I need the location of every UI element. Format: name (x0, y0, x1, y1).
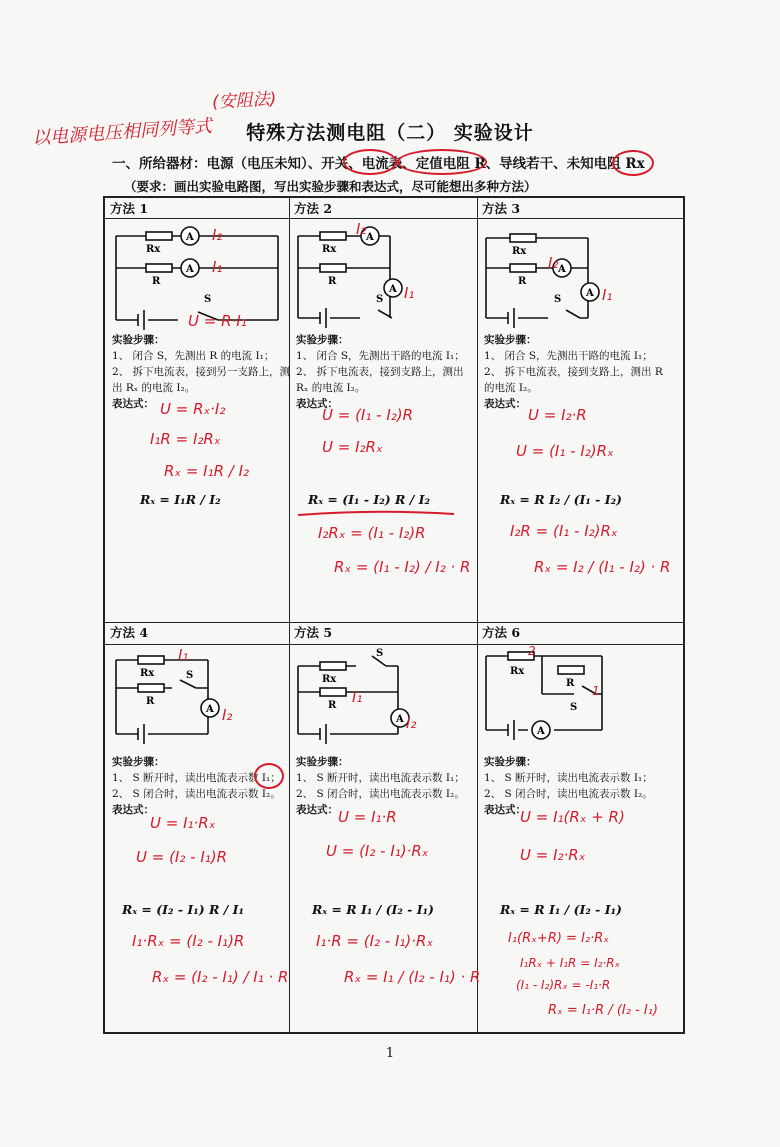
method-2-r-label: R (328, 276, 337, 287)
method-3-switch-label: S (554, 294, 562, 305)
method-3-hand-eq: U = (I₁ - I₂)Rₓ (516, 442, 614, 460)
circle-mark-resistor (397, 149, 487, 175)
page-number: 1 (385, 1046, 395, 1061)
step-item: 2、 S 闭合时，读出电流表示数 I₂。 (484, 788, 653, 800)
step-item: 2、 拆下电流表，接到支路上，测出 R 的电流 I₂。 (484, 366, 663, 394)
steps-heading: 实验步骤： (112, 756, 165, 768)
step-item: 2、 S 闭合时，读出电流表示数 I₂。 (296, 788, 465, 800)
method-5-circuit-diagram (290, 644, 470, 744)
steps-heading: 实验步骤： (296, 756, 349, 768)
method-6-label: 方法 6 (482, 625, 521, 640)
method-5-ammeter-icon: A (396, 714, 404, 725)
method-6-hand-eq: U = I₂·Rₓ (520, 846, 586, 864)
method-4-note-i2: I₂ (222, 706, 233, 724)
method-3-ammeter-icon: A (586, 288, 594, 299)
method-3-formula: Rₓ = R I₂ / (I₁ - I₂) (500, 492, 622, 507)
method-1-note-i1: I₁ (212, 258, 223, 276)
method-2-ammeter-icon: A (366, 232, 374, 243)
method-5-hand-eq: U = (I₂ - I₁)·Rₓ (326, 842, 429, 860)
method-6-hand-eq: U = I₁(Rₓ + R) (520, 808, 625, 826)
step-item: 1、 S 断开时，读出电流表示数 I₁； (296, 772, 465, 784)
method-5-rx-label: Rx (322, 674, 337, 685)
expr-label: 表达式： (484, 398, 526, 410)
method-3-note-i1: I₁ (602, 286, 613, 304)
method-1-switch-label: S (204, 294, 212, 305)
method-6-formula: Rₓ = R I₁ / (I₂ - I₁) (500, 902, 622, 917)
method-2-hand-eq: Rₓ = (I₁ - I₂) / I₂ · R (334, 558, 471, 576)
method-1-hand-eq: U = Rₓ·I₂ (160, 400, 226, 418)
method-6-ammeter-icon: A (537, 726, 545, 737)
method-2-hand-eq: U = (I₁ - I₂)R (322, 406, 414, 424)
method-4-switch-label: S (186, 670, 194, 681)
method-4-circle-mark (254, 763, 284, 789)
method-6-circuit-diagram (478, 642, 668, 752)
method-6-hand-eq: Rₓ = I₁·R / (I₂ - I₁) (548, 1003, 659, 1018)
method-4-r-label: R (146, 696, 155, 707)
method-1-ammeter-icon: A (186, 264, 194, 275)
method-3-note-i2: I₂ (548, 254, 559, 272)
method-2-note-i1: I₁ (404, 284, 415, 302)
steps-heading: 实验步骤： (112, 334, 165, 346)
method-6-r-label: R (566, 678, 575, 689)
method-4-hand-eq: U = (I₂ - I₁)R (136, 848, 228, 866)
circle-mark-ammeter (343, 149, 397, 175)
method-3-rx-label: Rx (512, 246, 527, 257)
method-4-formula: Rₓ = (I₂ - I₁) R / I₁ (122, 902, 244, 917)
method-5-note-i1: I₁ (352, 688, 363, 706)
method-5-r-label: R (328, 700, 337, 711)
method-4-hand-eq: Rₓ = (I₂ - I₁) / I₁ · R (152, 968, 289, 986)
method-3-r-label: R (518, 276, 527, 287)
method-1-ammeter-icon: A (186, 232, 194, 243)
method-2-rx-label: Rx (322, 244, 337, 255)
circle-mark-rx (612, 150, 654, 176)
method-1-r-label: R (152, 276, 161, 287)
table-divider (105, 622, 683, 623)
method-2-note-i2: I₂ (356, 220, 367, 238)
method-3-hand-eq: U = I₂·R (528, 406, 587, 424)
method-5-hand-eq: Rₓ = I₁ / (I₂ - I₁) · R (344, 968, 481, 986)
method-5-note-i2: I₂ (406, 714, 417, 732)
step-item: 2、 S 闭合时，读出电流表示数 I₂。 (112, 788, 281, 800)
method-1-hand-eq: I₁R = I₂Rₓ (150, 430, 221, 448)
handwritten-note-left: 以电源电压相同列等式 (31, 115, 213, 150)
method-3-circuit-diagram (478, 222, 668, 332)
step-item: 1、 闭合 S，先测出 R 的电流 I₁； (112, 350, 275, 362)
step-item: 2、 拆下电流表，接到支路上，测出 Rₓ 的电流 I₂。 (296, 366, 464, 394)
expr-label: 表达式： (112, 398, 154, 410)
method-1-rx-label: Rx (146, 244, 161, 255)
method-2-circuit-diagram (290, 222, 470, 332)
method-4-circuit-diagram (108, 648, 288, 744)
step-item: 1、 S 断开时，读出电流表示数 I₁； (484, 772, 653, 784)
step-item: 1、 闭合 S，先测出干路的电流 I₁； (484, 350, 653, 362)
materials-line: 一、所给器材：电源（电压未知）、开关、电流表、定值电阻 R、导线若干、未知电阻 Rx (112, 156, 645, 172)
method-2-ammeter-icon: A (389, 284, 397, 295)
step-item: 1、 闭合 S，先测出干路的电流 I₁； (296, 350, 465, 362)
method-1-hand-eq: Rₓ = I₁R / I₂ (164, 462, 250, 480)
method-4-ammeter-icon: A (206, 704, 214, 715)
method-2-steps (290, 328, 484, 416)
step-item: 1、 S 断开时，读出电流表示数 I₁； (112, 772, 281, 784)
requirement-line: （要求：画出实验电路图，写出实验步骤和表达式，尽可能想出多种方法） (124, 179, 537, 194)
method-2-label: 方法 2 (294, 201, 333, 216)
method-2-underline (296, 508, 456, 518)
method-3-hand-eq: I₂R = (I₁ - I₂)Rₓ (510, 522, 618, 540)
expr-label: 表达式： (484, 804, 526, 816)
step-item: 2、 拆下电流表，接到另一支路上，测出 Rₓ 的电流 I₂。 (112, 366, 291, 394)
method-3-steps (478, 328, 672, 416)
expr-label: 表达式： (296, 804, 338, 816)
method-6-rx-label: Rx (510, 666, 525, 677)
method-2-switch-label: S (376, 294, 384, 305)
method-2-hand-eq: I₂Rₓ = (I₁ - I₂)R (318, 524, 426, 542)
method-6-note-1: 1 (592, 684, 600, 698)
steps-heading: 实验步骤： (484, 756, 537, 768)
method-1-formula: Rₓ = I₁R / I₂ (140, 492, 221, 507)
method-2-hand-eq: U = I₂Rₓ (322, 438, 383, 456)
method-4-hand-eq: I₁·Rₓ = (I₂ - I₁)R (132, 932, 245, 950)
method-5-formula: Rₓ = R I₁ / (I₂ - I₁) (312, 902, 434, 917)
method-6-hand-eq: I₁(Rₓ+R) = I₂·Rₓ (508, 931, 610, 946)
handwritten-note-top: (安阻法) (211, 89, 277, 113)
method-4-hand-eq: U = I₁·Rₓ (150, 814, 216, 832)
method-6-hand-eq: I₁Rₓ + I₁R = I₂·Rₓ (520, 956, 620, 970)
method-5-hand-eq: I₁·R = (I₂ - I₁)·Rₓ (316, 932, 434, 950)
method-3-hand-eq: Rₓ = I₂ / (I₁ - I₂) · R (534, 558, 671, 576)
method-4-rx-label: Rx (140, 668, 155, 679)
method-5-switch-label: S (376, 648, 384, 659)
method-4-label: 方法 4 (110, 625, 149, 640)
method-2-formula: Rₓ = (I₁ - I₂) R / I₂ (308, 492, 430, 507)
steps-heading: 实验步骤： (484, 334, 537, 346)
method-3-ammeter-icon: A (558, 264, 566, 275)
method-5-label: 方法 5 (294, 625, 333, 640)
method-1-note-i2: I₂ (212, 226, 223, 244)
method-1-label: 方法 1 (110, 201, 149, 216)
expr-label: 表达式： (296, 398, 338, 410)
method-6-hand-eq: (I₁ - I₂)Rₓ = -I₁·R (516, 978, 611, 992)
page-title: 特殊方法测电阻（二） 实验设计 (246, 122, 534, 144)
method-3-label: 方法 3 (482, 201, 521, 216)
method-6-switch-label: S (570, 702, 578, 713)
steps-heading: 实验步骤： (296, 334, 349, 346)
method-4-note-i1: I₁ (178, 646, 189, 664)
method-1-note-u: U = R·I₁ (188, 312, 247, 330)
method-5-hand-eq: U = I₁·R (338, 808, 397, 826)
expr-label: 表达式： (112, 804, 154, 816)
method-6-note-2: 2 (528, 644, 536, 658)
